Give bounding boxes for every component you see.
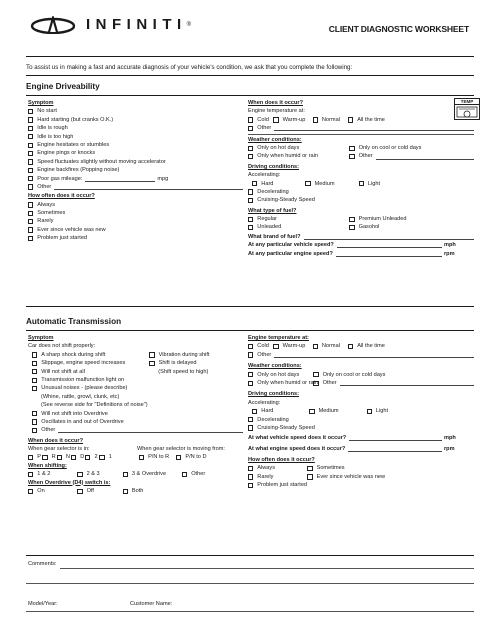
how-often-item[interactable]: Problem just started xyxy=(28,234,243,242)
gear-row: P R N D 2 1 P/N to R P/N to D xyxy=(28,453,243,461)
infiniti-emblem-icon xyxy=(30,16,76,34)
checkbox[interactable] xyxy=(248,417,253,422)
customer-name-label: Customer Name: xyxy=(130,601,173,607)
checkbox[interactable] xyxy=(248,146,253,151)
checkbox[interactable] xyxy=(248,189,253,194)
checkbox[interactable] xyxy=(252,409,257,414)
footer-top-rule xyxy=(26,555,474,556)
engine-temp-options: Cold Warm-up Normal All the time xyxy=(248,116,474,124)
speed-field[interactable] xyxy=(349,435,442,441)
overdrive-heading: When Overdrive (D4) switch is: xyxy=(28,479,111,486)
trans-temp-other[interactable]: Other xyxy=(248,351,474,359)
trans-driving-heading: Driving conditions: xyxy=(248,391,299,398)
checkbox[interactable] xyxy=(248,198,253,203)
engine-symptom-item[interactable]: No start xyxy=(28,107,243,115)
checkbox[interactable] xyxy=(149,361,154,366)
fuel-heading: What type of fuel? xyxy=(248,207,297,214)
checkbox[interactable] xyxy=(32,411,37,416)
how-often-item[interactable]: Always xyxy=(28,201,243,209)
checkbox[interactable] xyxy=(139,455,144,460)
brand-field[interactable] xyxy=(304,234,474,240)
checkbox[interactable] xyxy=(123,489,128,494)
checkbox[interactable] xyxy=(348,344,353,349)
engine-driving-heading: Driving conditions: xyxy=(248,163,299,170)
engine-symptom-item[interactable]: Idle is too high xyxy=(28,133,243,141)
checkbox[interactable] xyxy=(99,455,104,460)
selector-labels: When gear selector is in: When gear selector is moving from: xyxy=(28,446,225,453)
checkbox[interactable] xyxy=(252,181,257,186)
engine-temp-other[interactable]: Other xyxy=(248,124,474,132)
thermometer-icon xyxy=(455,105,479,120)
engine-symptom-item[interactable]: Engine pings or knocks xyxy=(28,149,243,157)
checkbox[interactable] xyxy=(42,455,47,460)
engine-symptom-item[interactable]: Hard starting (but cranks O.K.) xyxy=(28,116,243,124)
trans-symptom-row: A sharp shock during shift Vibration during shift xyxy=(28,351,243,359)
trans-symptom-row[interactable]: Oscillates in and out of Overdrive xyxy=(28,418,243,426)
checkbox[interactable] xyxy=(307,466,312,471)
checkbox[interactable] xyxy=(248,117,253,122)
checkbox[interactable] xyxy=(248,225,253,230)
engine-title-rule xyxy=(26,95,474,96)
other-field[interactable] xyxy=(54,184,243,190)
checkbox[interactable] xyxy=(359,181,364,186)
checkbox[interactable] xyxy=(248,474,253,479)
shifting-heading: When shifting: xyxy=(28,462,67,469)
checkbox[interactable] xyxy=(348,117,353,122)
trans-temp-options: Cold Warm-up Normal All the time xyxy=(248,342,474,350)
checkbox[interactable] xyxy=(32,419,37,424)
checkbox[interactable] xyxy=(28,168,33,173)
checkbox[interactable] xyxy=(309,409,314,414)
accelerating-label: Accelerating: xyxy=(248,172,281,179)
trans-symptom-row[interactable]: Transmission malfunction light on xyxy=(28,376,243,384)
speed-row: At any particular vehicle speed? mph xyxy=(248,242,456,249)
driving-item[interactable]: Decelerating xyxy=(248,416,474,424)
trans-symptoms xyxy=(28,334,243,495)
trans-conditions xyxy=(248,334,474,490)
how-often-item[interactable]: Ever since vehicle was new xyxy=(28,226,243,234)
checkbox[interactable] xyxy=(307,474,312,479)
checkbox[interactable] xyxy=(248,344,253,349)
checkbox[interactable] xyxy=(248,154,253,159)
trans-symptom-row[interactable]: Unusual noises - (please describe) xyxy=(28,384,243,392)
rpm-row: At any particular engine speed? rpm xyxy=(248,250,455,257)
checkbox[interactable] xyxy=(28,211,33,216)
checkbox[interactable] xyxy=(85,455,90,460)
weather-row: Only on hot days Only on cool or cold days xyxy=(248,144,474,152)
checkbox[interactable] xyxy=(28,227,33,232)
how-often-row: Rarely Ever since vehicle was new xyxy=(248,473,474,481)
trans-temp-label: Engine temperature at: xyxy=(248,334,309,341)
how-often-item[interactable]: Sometimes xyxy=(28,209,243,217)
other-field[interactable] xyxy=(340,380,474,386)
how-often-item[interactable]: Problem just started xyxy=(248,481,474,489)
model-year-label: Model/Year: xyxy=(28,601,58,607)
weather-row: Only when humid or rain Other xyxy=(248,379,474,387)
accel-options: Hard Medium Light xyxy=(248,407,474,415)
checkbox[interactable] xyxy=(32,352,37,357)
comments-line[interactable] xyxy=(26,583,474,584)
engine-when xyxy=(248,99,474,258)
checkbox[interactable] xyxy=(349,146,354,151)
checkbox[interactable] xyxy=(313,117,318,122)
rpm-field[interactable] xyxy=(336,251,442,257)
checkbox[interactable] xyxy=(149,352,154,357)
other-field[interactable] xyxy=(274,352,474,358)
trans-weather-heading: Weather conditions: xyxy=(248,363,302,370)
registered-mark: ® xyxy=(186,21,192,28)
checkbox[interactable] xyxy=(28,489,33,494)
infiniti-logo xyxy=(30,16,191,34)
checkbox[interactable] xyxy=(176,455,181,460)
checkbox[interactable] xyxy=(28,202,33,207)
checkbox[interactable] xyxy=(77,472,82,477)
checkbox[interactable] xyxy=(28,126,33,131)
checkbox[interactable] xyxy=(305,181,310,186)
noise-see: (See reverse side for "Definitions of noise") xyxy=(41,402,148,409)
checkbox[interactable] xyxy=(273,344,278,349)
other-field[interactable] xyxy=(58,427,243,433)
trans-rpm-row: At what engine speed does it occur? rpm xyxy=(248,445,455,452)
checkbox[interactable] xyxy=(248,425,253,430)
engine-section-title: Engine Driveability xyxy=(26,82,100,91)
checkbox[interactable] xyxy=(28,109,33,114)
engine-how-often-heading: How often does it occur? xyxy=(28,193,95,200)
checkbox[interactable] xyxy=(32,386,37,391)
document-title: CLIENT DIAGNOSTIC WORKSHEET xyxy=(328,24,469,34)
how-often-item[interactable]: Rarely xyxy=(28,217,243,225)
checkbox[interactable] xyxy=(28,184,33,189)
checkbox[interactable] xyxy=(182,472,187,477)
checkbox[interactable] xyxy=(28,117,33,122)
transmission-top-rule xyxy=(26,306,474,307)
trans-symptom-heading: Symptom xyxy=(28,334,54,341)
shifting-row: 1 & 2 2 & 3 3 & Overdrive Other xyxy=(28,470,243,478)
checkbox[interactable] xyxy=(57,455,62,460)
checkbox[interactable] xyxy=(367,409,372,414)
top-rule xyxy=(26,56,474,57)
transmission-section-title: Automatic Transmission xyxy=(26,317,122,326)
checkbox[interactable] xyxy=(248,217,253,222)
engine-symptom-other[interactable]: Other xyxy=(28,183,243,191)
checkbox[interactable] xyxy=(32,361,37,366)
checkbox[interactable] xyxy=(248,352,253,357)
checkbox[interactable] xyxy=(248,126,253,131)
checkbox[interactable] xyxy=(313,381,318,386)
engine-symptom-item[interactable]: Engine backfires (Popping noise) xyxy=(28,166,243,174)
checkbox[interactable] xyxy=(313,344,318,349)
fuel-row: Regular Premium Unleaded xyxy=(248,215,474,223)
checkbox[interactable] xyxy=(349,225,354,230)
engine-symptom-mileage[interactable]: Poor gas mileage: mpg xyxy=(28,175,243,183)
trans-speed-row: At what vehicle speed does it occur? mph xyxy=(248,435,456,442)
checkbox[interactable] xyxy=(123,472,128,477)
engine-symptoms xyxy=(28,99,243,243)
checkbox[interactable] xyxy=(313,372,318,377)
other-field[interactable] xyxy=(376,154,474,160)
weather-row: Only on hot days Only on cool or cold days xyxy=(248,371,474,379)
engine-symptom-item[interactable]: Speed fluctuates slightly without moving accelerator xyxy=(28,158,243,166)
weather-row: Only when humid or rain Other xyxy=(248,152,474,160)
engine-when-heading: When does it occur? xyxy=(248,99,304,106)
how-often-row: Always Sometimes xyxy=(248,464,474,472)
accel-options: Hard Medium Light xyxy=(248,180,474,188)
comments-line[interactable] xyxy=(60,568,474,569)
speed-field[interactable] xyxy=(337,242,442,248)
transmission-title-rule xyxy=(26,330,474,331)
checkbox[interactable] xyxy=(28,143,33,148)
engine-temp-label: Engine temperature at: xyxy=(248,108,305,115)
shift-label: Car does not shift properly: xyxy=(28,343,96,350)
checkbox[interactable] xyxy=(28,134,33,139)
temp-gauge-icon: TEMP xyxy=(454,98,480,120)
checkbox[interactable] xyxy=(273,117,278,122)
overdrive-row: On Off Both xyxy=(28,487,243,495)
checkbox[interactable] xyxy=(28,236,33,241)
checkbox[interactable] xyxy=(28,219,33,224)
trans-symptom-row: Slippage, engine speed increases Shift is delayed xyxy=(28,359,243,367)
comments-label: Comments: xyxy=(28,561,57,567)
trans-how-often-heading: How often does it occur? xyxy=(248,457,315,464)
checkbox[interactable] xyxy=(28,151,33,156)
rpm-field[interactable] xyxy=(348,446,442,452)
footer-line[interactable] xyxy=(26,611,474,612)
checkbox[interactable] xyxy=(248,483,253,488)
accelerating-label: Accelerating: xyxy=(248,399,281,406)
checkbox[interactable] xyxy=(248,466,253,471)
checkbox[interactable] xyxy=(77,489,82,494)
checkbox[interactable] xyxy=(28,455,33,460)
checkbox[interactable] xyxy=(349,217,354,222)
engine-weather-heading: Weather conditions: xyxy=(248,136,302,143)
checkbox[interactable] xyxy=(71,455,76,460)
engine-symptom-item[interactable]: Engine hesitates or stumbles xyxy=(28,141,243,149)
driving-item[interactable]: Cruising-Steady Speed xyxy=(248,196,474,204)
brand-name: INFINITI xyxy=(86,16,187,34)
checkbox[interactable] xyxy=(32,369,37,374)
checkbox[interactable] xyxy=(28,472,33,477)
checkbox[interactable] xyxy=(28,176,33,181)
checkbox[interactable] xyxy=(28,159,33,164)
trans-symptom-other[interactable]: Other xyxy=(28,426,243,434)
intro-text: To assist us in making a fast and accurate diagnosis of your vehicle's condition, we ask that you complete the following: xyxy=(26,64,353,71)
intro-rule xyxy=(26,75,474,76)
fuel-row: Unleaded Gasohol xyxy=(248,223,474,231)
checkbox[interactable] xyxy=(32,428,37,433)
trans-symptom-row[interactable]: Will not shift into Overdrive xyxy=(28,410,243,418)
trans-symptom-row: Will not shift at all (Shift speed to high) xyxy=(28,368,243,376)
checkbox[interactable] xyxy=(349,154,354,159)
noise-detail: (Whine, rattle, growl, clunk, etc) xyxy=(41,393,120,400)
mileage-field[interactable] xyxy=(85,176,155,182)
engine-symptom-heading: Symptom xyxy=(28,99,54,106)
brand-fuel-row: What brand of fuel? xyxy=(248,233,474,241)
trans-when-heading: When does it occur? xyxy=(28,437,84,444)
driving-item[interactable]: Decelerating xyxy=(248,188,474,196)
other-field[interactable] xyxy=(274,125,474,131)
checkbox[interactable] xyxy=(248,381,253,386)
driving-item[interactable]: Cruising-Steady Speed xyxy=(248,424,474,432)
checkbox[interactable] xyxy=(32,378,37,383)
engine-symptom-item[interactable]: Idle is rough xyxy=(28,124,243,132)
checkbox[interactable] xyxy=(248,372,253,377)
